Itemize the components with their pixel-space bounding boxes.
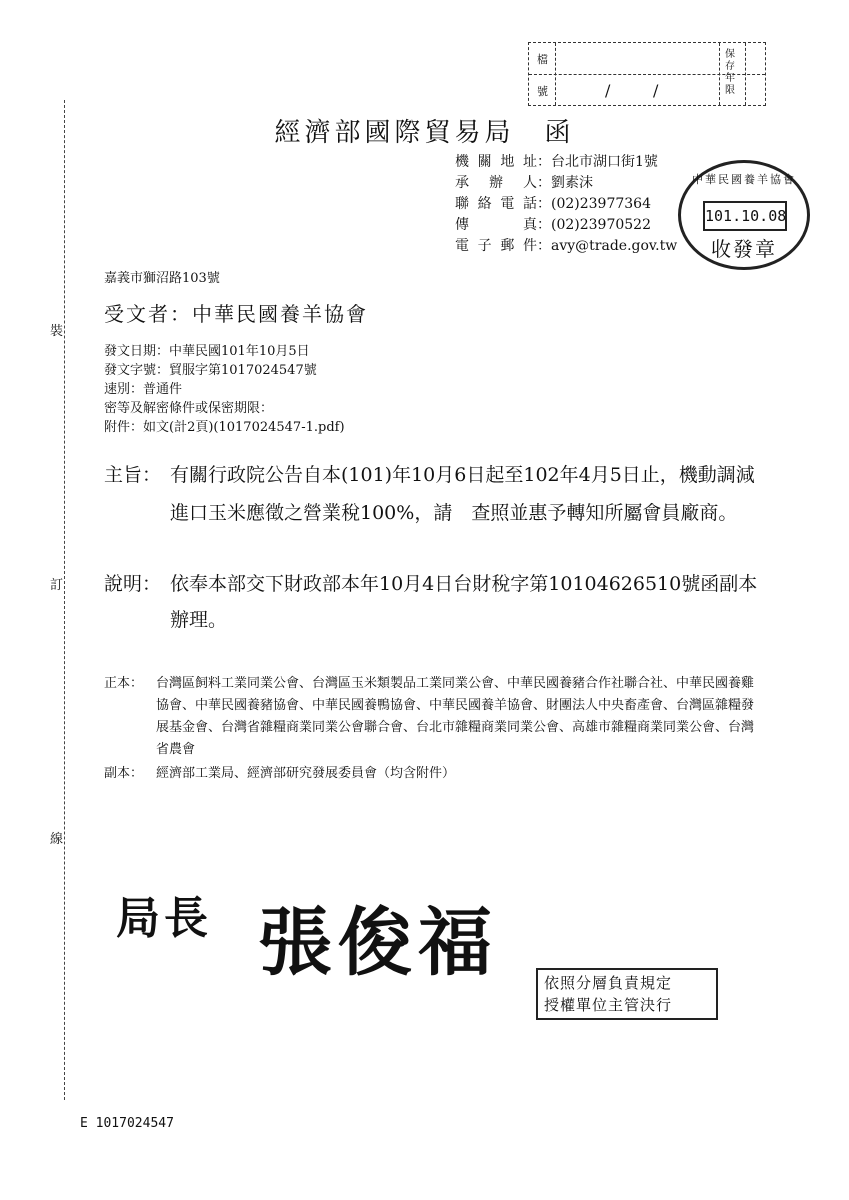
recipient-line: 受文者：中華民國養羊協會: [104, 302, 368, 326]
copy-recipients-text: 經濟部工業局、經濟部研究發展委員會（均含附件）: [156, 766, 456, 781]
authorization-line-1: 依照分層負責規定: [544, 974, 673, 992]
meta-doc-number: 發文字號：貿服字第1017024547號: [104, 363, 317, 378]
distribution-list: [104, 673, 764, 785]
contact-row-handler: 承辦人：劉素沫: [455, 175, 593, 191]
contact-row-email: 電子郵件：avy@trade.gov.tw: [455, 238, 678, 254]
binding-line: [64, 100, 65, 1100]
document-meta: [104, 342, 345, 437]
meta-date: 發文日期：中華民國101年10月5日: [104, 344, 310, 359]
contact-row-phone: 聯絡電話：(02)23977364: [455, 196, 651, 212]
authorization-stamp: [536, 968, 718, 1020]
binding-mark-staple: 訂: [50, 572, 63, 595]
archive-retention-label: 保存年限: [725, 49, 735, 96]
explanation-label: 說明：: [104, 573, 162, 595]
main-recipients-label: 正本：: [104, 676, 144, 691]
binding-mark-bind: 裝: [50, 318, 63, 341]
archive-slash-2: /: [653, 81, 659, 100]
subject-text: 有關行政院公告自本(101)年10月6日起至102年4月5日止，機動調減進口玉米應徵之營業稅100%，請 查照並惠予轉知所屬會員廠商。: [170, 464, 755, 524]
subject-label: 主旨：: [104, 464, 162, 486]
stamp-org: 中華民國養羊協會: [692, 173, 796, 186]
stamp-label: 收發章: [711, 237, 777, 261]
meta-speed: 速別：普通件: [104, 382, 183, 397]
archive-box: [528, 42, 766, 106]
contact-row-address: 機關地址：台北市湖口街1號: [455, 154, 658, 170]
authorization-line-2: 授權單位主管決行: [544, 996, 673, 1014]
main-recipients-text: 台灣區飼料工業同業公會、台灣區玉米類製品工業同業公會、中華民國養豬合作社聯合社、中華民國養雞協會、中華民國養豬協會、中華民國養鴨協會、中華民國養羊協會、財團法人中央畜產會、台灣區雜糧發展基金會、台灣省雜糧商業同業公會聯合會、台北市雜糧商業同業公會、高雄市雜糧商業同業公會、台灣省農會: [156, 676, 755, 757]
meta-secrecy: 密等及解密條件或保密期限：: [104, 401, 274, 416]
signature-title: 局長: [116, 893, 212, 944]
recipient-address: 嘉義市獅沼路103號: [104, 271, 220, 286]
document-title: 經濟部國際貿易局 函: [274, 118, 575, 148]
contact-block: [455, 152, 677, 257]
receipt-stamp: [678, 160, 810, 270]
explanation-text: 依奉本部交下財政部本年10月4日台財稅字第10104626510號函副本辦理。: [170, 573, 758, 631]
meta-attachment: 附件：如文(計2頁)(1017024547-1.pdf): [104, 420, 345, 435]
document-id: E 1017024547: [80, 1116, 174, 1131]
explanation-paragraph: [104, 566, 764, 638]
copy-recipients-label: 副本：: [104, 766, 144, 781]
signature-name: 張俊福: [258, 900, 498, 986]
stamp-date: 101.10.08: [703, 201, 787, 231]
archive-file-label: 檔: [537, 53, 548, 66]
contact-row-fax: 傳真：(02)23970522: [455, 217, 651, 233]
archive-slash-1: /: [605, 81, 611, 100]
archive-number-label: 號: [537, 85, 548, 98]
binding-mark-line: 線: [50, 826, 63, 849]
subject-paragraph: [104, 456, 764, 532]
